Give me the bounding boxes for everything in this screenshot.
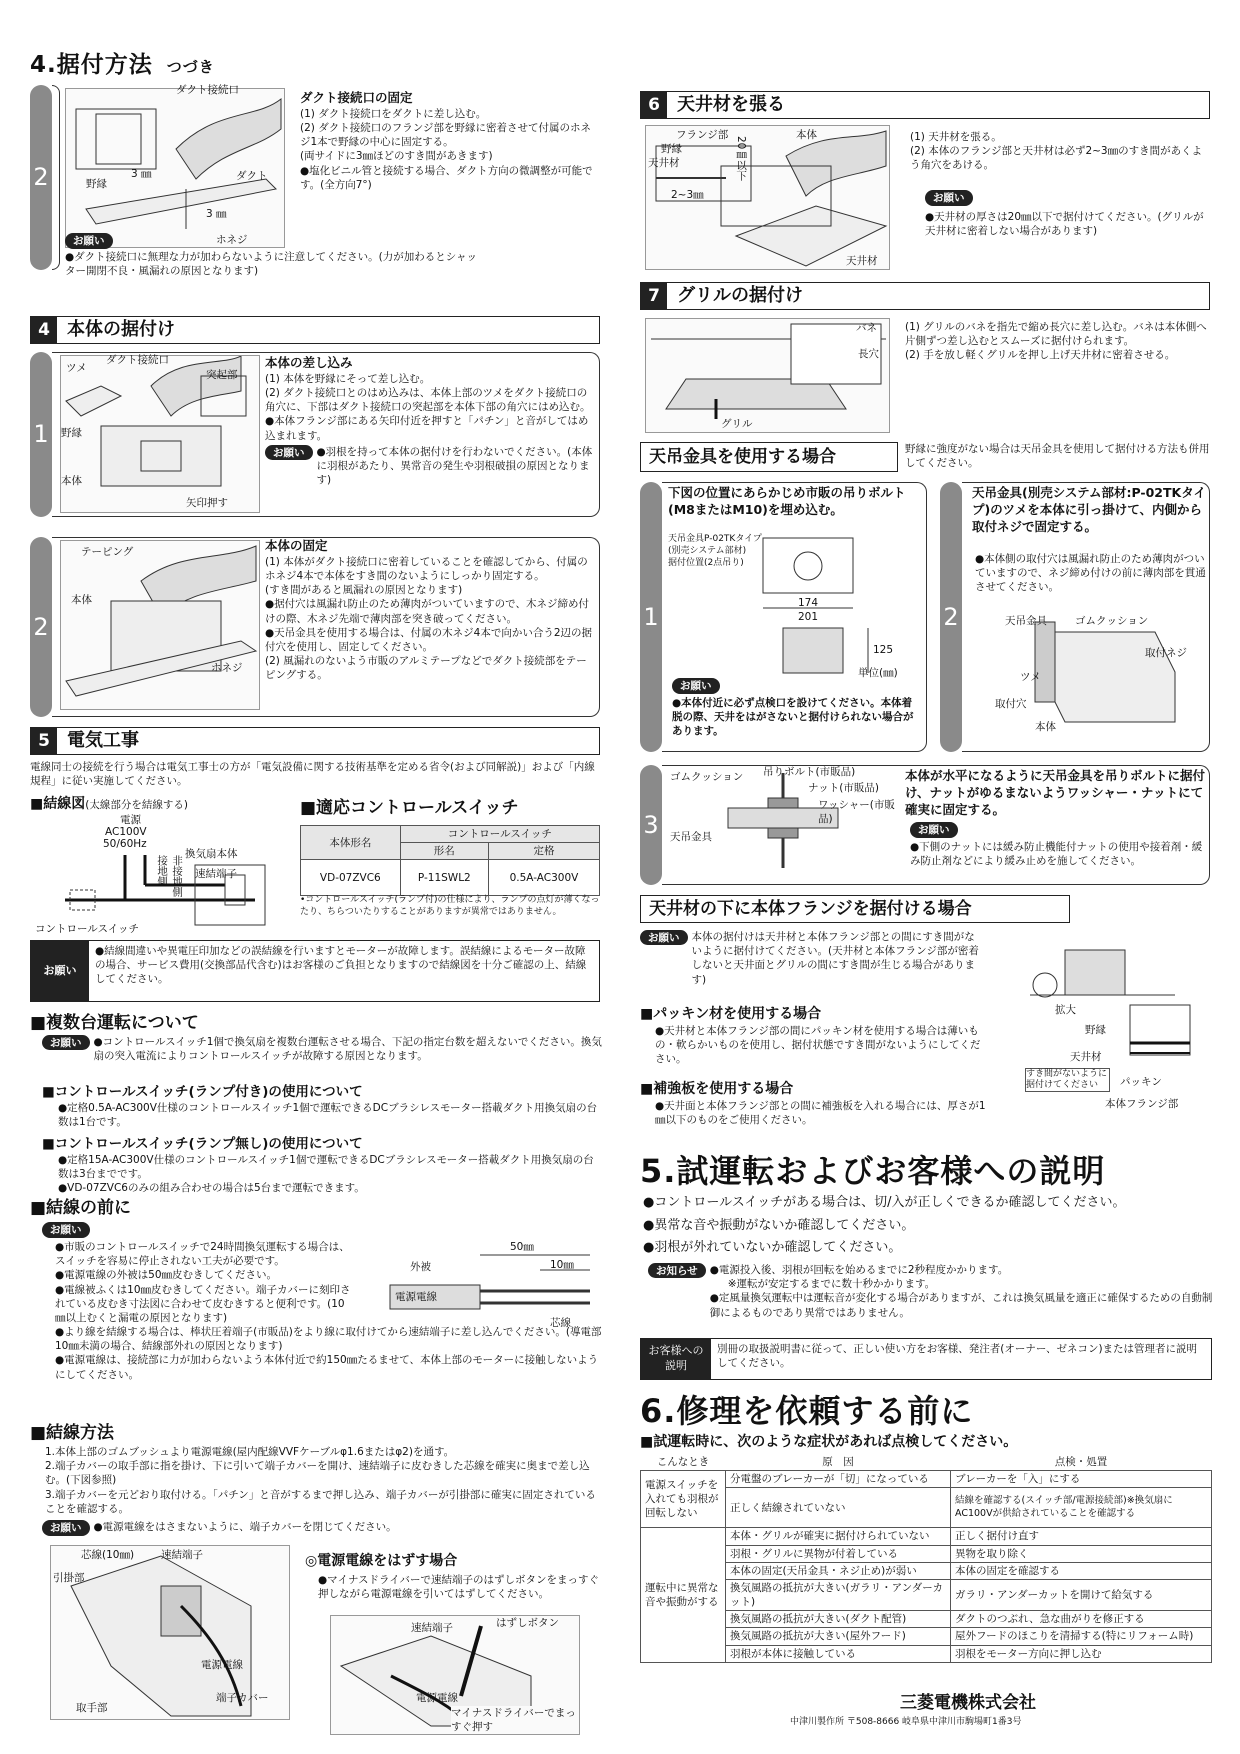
label-20mm: 20㎜以下 [735,136,748,181]
table-header: コントロールスイッチ [400,826,599,843]
table-cell: 運転中に異常な音や振動がする [641,1528,726,1662]
lamp-off-title: ■コントロールスイッチ(ランプ無し)の使用について [42,1136,363,1152]
table-cell: 本体の固定(天吊金具・ネジ止め)が弱い [726,1562,951,1579]
method-onegai-text: ●電源電線をはさまないように、端子カバーを閉じてください。 [93,1521,397,1533]
table-cell: 換気風路の抵抗が大きい(屋外フード) [726,1628,951,1645]
lamp-off-item: ●VD-07ZVC6のみの組み合わせの場合は5台まで運転できます。 [58,1182,365,1195]
hang-step2-note: ●本体側の取付穴は風漏れ防止のため薄肉がついていますので、ネジ締め付けの前に薄肉部を貫通させてください。 [975,553,1206,594]
label-ceiling: 天井材 [1070,1051,1102,1063]
duct-fix-steps [300,107,600,192]
duct-fix-heading: ダクト接続口の固定 [300,90,413,105]
step-number: 2 [30,537,52,717]
onegai-badge: お願い [65,233,113,249]
hanging-header: 天吊金具を使用する場合 [640,442,898,472]
grille-illustration [646,319,891,434]
label-125: 125 [873,644,894,656]
hang-step2-text: 天吊金具(別売システム部材:P-02TKタイプ)のツメを本体に引っ掛けて、内側から取付ネジで固定する。 [972,485,1206,534]
table-row [641,1628,1212,1645]
multi-title: ■複数台運転について [30,1013,199,1033]
label-system-part: (別売システム部材) [668,546,747,556]
label-duct-port: ダクト接続口 [176,84,239,96]
multi-note [42,1035,602,1063]
section-5-header: 5 電気工事 [30,727,600,755]
step-box [52,85,60,270]
multi-note-text: ●コントロールスイッチ1個で換気扇を複数台運転させる場合、下記の指定台数を超えないでください。換気扇の突入電流によりコントロールスイッチが故障する原因となります。 [93,1036,602,1063]
customer-text: 別冊の取扱説明書に従って、正しい使い方をお客様、発注者(オーナー、ゼネコン)または管理者に説明してください。 [717,1343,1198,1370]
table-cell: 羽根をモーター方向に押し込む [951,1645,1212,1662]
company-address: 中津川製作所 〒508-8666 岐阜県中津川市駒場町1番3号 [790,1717,1022,1727]
label-no-gap: すき間がないように据付けてください [1025,1068,1110,1092]
body-insert-text [265,355,595,487]
table-cell: 0.5A-AC300V [488,860,599,896]
label-nut: ナット(市販品) [808,782,879,794]
label-174: 174 [798,597,819,609]
duct-diagram [65,84,285,248]
hang-step3-text: 本体が水平になるように天吊金具を吊りボルトに据付け、ナットがゆるまないようワッシャー・ナットにて確実に固定する。 [905,768,1206,817]
label-3mm-b: 3 ㎜ [206,208,227,220]
label-body: 本体 [61,475,82,487]
hang-step3-note: ●下側のナットには緩み防止機能付ナットの使用や接着剤・緩み防止剤などにより緩み止めを施してください。 [910,841,1203,868]
label-slot: 長穴 [858,348,879,360]
body-fix-step: (すき間があると風漏れの原因となります) [265,584,463,597]
body-insert-steps [265,372,595,443]
label-screwdriver: マイナスドライバーでまっすぐ押す [451,1707,576,1734]
strip-diagram [380,1240,600,1335]
label-grounded: 接地側 [156,855,169,887]
before-title: ■結線の前に [30,1198,132,1218]
before-item: ●電源電線は、接続部に力が加わらないよう本体付近で約150㎜たるませて、本体上部のモーターに接触しないようにしてください。 [55,1354,599,1381]
method-onegai [42,1520,397,1536]
label-spring: バネ [856,322,877,334]
table-cell: ガラリ・アンダーカットを開けて給気する [951,1579,1212,1610]
body-insert-step: ●本体フランジ部にある矢印付近を押すと「パチン」と音がしてはめ込まれます。 [265,415,589,442]
hanging-note: 野縁に強度がない場合は天吊金具を使用して据付ける方法も併用してください。 [905,443,1210,470]
label-noen: 野縁 [61,427,82,439]
label-flange: フランジ部 [676,129,729,141]
section-4-header: 4 本体の据付け [30,316,600,344]
method-item: 2.端子カバーの取手部に指を掛け、下に引いて端子カバーを開け、速結端子に皮むきした芯線を確実に奥まで差し込む。(下図参照) [45,1460,590,1487]
table-row [641,1528,1212,1545]
label-terminal: 速結端子 [411,1622,453,1634]
duct-note: ●ダクト接続口に無理な力が加わらないように注意してください。(力が加わるとシャッター開閉不良・風漏れの原因となります) [65,251,478,278]
hang-step3-diagram [668,768,898,878]
body-fix-text [265,538,595,682]
label-noen: 野縁 [1085,1024,1106,1036]
flange-diagram [1025,925,1215,1115]
label-packing: パッキン [1120,1076,1162,1088]
repair-intro: ■試運転時に、次のような症状があれば点検してください。 [640,1434,1018,1450]
ceiling-steps [910,130,1210,173]
ceiling-diagram [645,125,890,270]
test-run-notice [648,1263,1213,1320]
body-fix-diagram [60,540,260,710]
body-insert-heading: 本体の差し込み [265,355,353,370]
notice-list [710,1263,1213,1320]
label-freq: 50/60Hz [103,838,147,850]
notice-item: ●電源投入後、羽根が回転を始めるまでに2秒程度かかります。 [709,1264,1009,1276]
duct-fix-step: (1) ダクト接続口をダクトに差し込む。 [300,107,487,120]
wiring-diagram [35,814,295,935]
wiring-warning [30,940,600,1002]
table-cell: 正しく結線されていない [726,1488,951,1528]
table-cell: VD-07ZVC6 [301,860,401,896]
notice-item: ●定風量換気運転中は運転音が変化する場合がありますが、これは換気風量を適正に確保するための自動制御によるものであり異常ではありません。 [709,1292,1213,1319]
lamp-on-title: ■コントロールスイッチ(ランプ付き)の使用について [42,1084,363,1100]
table-cell: ブレーカーを「入」にする [951,1471,1212,1488]
onegai-badge: お願い [42,1035,90,1050]
label-tsume: ツメ [66,362,87,374]
table-cell: 屋外フードのほこりを清掃する(特にリフォーム時) [951,1628,1212,1645]
label-rubber-cushion: ゴムクッション [670,771,744,783]
duct-fix-step: (2) ダクト接続口のフランジ部を野縁に密着させて付属のホネジ1本で野縁の中心に固定する。 [300,122,591,149]
wiring-title: ■結線図(太線部分を結線する) [30,796,188,812]
table-header: 形名 [400,843,488,860]
label-terminal: 速結端子 [195,868,237,880]
label-terminal: 速結端子 [161,1549,203,1561]
remove-title: ◎電源電線をはずす場合 [305,1553,458,1569]
label-washer: ワッシャー(市販品) [818,799,895,826]
table-cell: 結線を確認する(スイッチ部/電源接続部)※換気扇にAC100Vが供給されていることを確認する [951,1488,1212,1528]
grille-diagram [645,318,890,433]
onegai-badge: お願い [42,1222,90,1238]
step-number: 2 [30,85,52,270]
grille-step: (1) グリルのバネを指先で縮め長穴に差し込む。バネは本体側へ片側ずつ差し込むとスムーズに据付けられます。 [905,321,1207,348]
label-taping: テーピング [81,546,134,558]
label-control-switch: コントロールスイッチ [35,923,140,935]
label-sheath: 外被 [410,1261,431,1273]
table-cell: 本体・グリルが確実に据付けられていない [726,1528,951,1545]
hang-step1-diagram [668,528,923,678]
label-10mm: 10㎜ [550,1259,574,1271]
body-insert-note [265,445,595,488]
label-duct-port: ダクト接続口 [106,354,169,366]
label-body: 本体 [796,129,817,141]
customer-label: お客様への説明 [641,1339,711,1379]
label-core-10mm: 芯線(10㎜) [81,1549,135,1561]
label-grille: グリル [721,418,753,430]
table-row [641,1611,1212,1628]
table-header: 原 因 [822,1456,854,1468]
table-header: 定格 [488,843,599,860]
ceiling-note: ●天井材の厚さは20㎜以下で据付けてください。(グリルが天井材に密着しない場合があります) [925,211,1204,238]
table-header: 点検・処置 [1054,1456,1108,1468]
label-ceiling: 天井材 [648,157,680,169]
table-cell: 電源スイッチを入れても羽根が回転しない [641,1471,726,1528]
duct-fix-step: ●塩化ビニル管と接続する場合、ダクト方向の微調整が可能です。(全方向7°) [300,164,593,191]
label-ceiling-2: 天井材 [846,255,878,267]
body-insert-step: (1) 本体を野縁にそって差し込む。 [265,372,431,385]
hang-step1-text: 下図の位置にあらかじめ市販の吊りボルト(M8またはM10)を埋め込む。 [668,485,906,517]
label-ac100v: AC100V [105,826,147,838]
onegai-badge: お願い [925,190,973,206]
label-mount-screw: 取付ネジ [1145,647,1187,659]
label-bolt: 吊りボルト(市販品) [763,766,856,778]
table-cell: P-11SWL2 [400,860,488,896]
table-row [301,826,600,843]
table-row [641,1471,1212,1488]
duct-fix-text [300,90,600,192]
body-fix-illustration [61,541,261,711]
terminal-diagram [50,1545,290,1720]
ceiling-step: (2) 本体のフランジ部と天井材は必ず2~3㎜のすき間があくよう角穴をあける。 [910,145,1203,172]
lamp-on-text: ●定格0.5A-AC300V仕様のコントロールスイッチ1個で運転できるDCブラシレスモーター搭載ダクト用換気扇の台数は1台です。 [58,1102,598,1129]
before-item: ●電線被ふくは10㎜皮むきしてください。端子カバーに刻印されている皮むき寸法図に合わせて皮むきすると便利です。(10㎜以上むくと漏電の原因となります) [55,1283,351,1324]
warning-label: お願い [31,941,89,1001]
before-item: ●電源電線の外被は50㎜皮むきしてください。 [55,1269,278,1282]
method-title: ■結線方法 [30,1423,115,1443]
s5-intro: 電線同士の接続を行う場合は電気工事士の方が「電気設備に関する技術基準を定める省令(および同解説)」および「内線規程」に従い実施してください。 [30,761,595,788]
label-body: 本体 [1035,721,1056,733]
label-unit: 単位(㎜) [858,667,898,679]
label-noen: 野縁 [86,178,107,190]
method-item: 3.端子カバーを元どおり取付ける。「パチン」と音がするまで押し込み、端子カバーが引掛部に確実に固定されていることを確認する。 [45,1488,596,1515]
hang-step2-illustration [975,612,1205,750]
label-release-button: はずしボタン [496,1617,559,1629]
onegai-badge: お願い [640,930,688,945]
table-cell: 羽根が本体に接触している [726,1645,951,1662]
troubleshoot-table [640,1454,1212,1663]
onegai-badge: お願い [672,678,720,694]
label-bracket: 天吊金具 [1005,615,1047,627]
table-row [641,1579,1212,1610]
label-201: 201 [798,611,819,623]
label-position: 据付位置(2点吊り) [668,558,744,568]
grille-step: (2) 手を放し軽くグリルを押し上げ天井材に密着させる。 [905,349,1176,362]
grille-steps [905,320,1210,363]
step-number: 2 [940,482,962,752]
label-handle: 取手部 [76,1702,108,1714]
test-run-item: ●羽根が外れていないか確認してください。 [643,1240,902,1256]
test-run-item: ●異常な音や振動がないか確認してください。 [643,1217,915,1233]
table-cell: 換気風路の抵抗が大きい(ガラリ・アンダーカット) [726,1579,951,1610]
label-ungrounded: 非接地側 [171,855,184,897]
section-test-run-title: 5.試運転およびお客様への説明 [640,1152,1106,1190]
label-honeji: ホネジ [211,662,243,674]
table-cell: 分電盤のブレーカーが「切」になっている [726,1471,951,1488]
section-repair-title: 6.修理を依頼する前に [640,1392,974,1430]
duct-fix-step: (両サイドに3㎜ほどのすき間があきます) [300,150,493,163]
page-title: 4.据付方法 つづき [30,52,215,78]
label-body-flange: 本体フランジ部 [1105,1098,1179,1110]
board-title: ■補強板を使用する場合 [640,1081,794,1097]
label-p02tk: 天吊金具P-02TKタイプ [668,534,762,544]
label-honeji: ホネジ [216,234,248,246]
label-zoom: 拡大 [1055,1004,1076,1016]
body-fix-step: ●据付穴は風漏れ防止のため薄肉がついていますので、木ネジ締め付けの際、木ネジ先端で薄肉部を突き破ってください。 [265,598,589,625]
label-protrusion: 突起部 [206,369,238,381]
remove-text: ●マイナスドライバーで速結端子のはずしボタンをまっすぐ押しながら電源電線を引いてはずしてください。 [318,1574,600,1601]
warning-text: ●結線間違いや異電圧印加などの誤結線を行いますとモーターが故障します。誤結線によるモーター故障の場合、サービス費用(交換部品代含む)はお客様のご負担となりますので結線図を十分ご確認の上、結線してください。 [95,945,587,986]
test-run-item: ●コントロールスイッチがある場合は、切/入が正しくできるか確認してください。 [643,1195,1126,1210]
table-row [301,860,600,896]
before-item: ●より線を結線する場合は、棒状圧着端子(市販品)をより線に取付けてから速結端子に差し込んでください。(導電部10㎜未満の場合、結線部外れの原因となります) [55,1326,602,1353]
label-3mm-a: 3 ㎜ [131,168,152,180]
table-row [641,1562,1212,1579]
flange-note [640,930,985,987]
method-item: 1.本体上部のゴムブッシュより電源電線(屋内配線VVFケーブルφ1.6またはφ2)を通す。 [45,1446,455,1458]
hang-step2-diagram [975,612,1205,750]
onegai-badge: お願い [42,1520,90,1536]
table-row [641,1645,1212,1662]
before-item: ●市販のコントロールスイッチで24時間換気運転する場合は、スイッチを容易に停止されない工夫が必要です。 [55,1241,350,1268]
cs-table [300,825,600,896]
table-row [641,1488,1212,1528]
section-6-header: 6 天井材を張る [640,91,1210,119]
flange-header: 天井材の下に本体フランジを据付ける場合 [640,895,1070,923]
table-header: 本体形名 [301,826,401,860]
remove-diagram [330,1615,580,1735]
body-fix-step: (1) 本体がダクト接続口に密着していることを確認してから、付属のホネジ4本で本体をすき間のないようにしっかり固定する。 [265,555,588,583]
label-power-wire: 電源電線 [395,1291,437,1303]
label-mount-hole: 取付穴 [995,698,1027,710]
notice-badge: お知らせ [648,1263,706,1278]
ceiling-step: (1) 天井材を張る。 [910,131,1002,143]
customer-box [640,1338,1212,1380]
label-fan-body: 換気扇本体 [185,848,238,860]
flange-note-text: 本体の据付けは天井材と本体フランジ部との間にすき間がないように据付けてください。(天井材と本体フランジ部が密着しないと天井面とグリルの間にすき間が生じる場合があります) [691,931,979,986]
table-cell: 本体の固定を確認する [951,1562,1212,1579]
label-50mm: 50㎜ [510,1241,534,1253]
table-cell: ダクトのつぶれ、急な曲がりを修正する [951,1611,1212,1628]
label-arrow-push: 矢印押す [186,497,228,509]
step-number: 3 [640,765,662,885]
label-tsume: ツメ [1020,671,1041,683]
table-row [641,1454,1212,1471]
lamp-off-item: ●定格15A-AC300V仕様のコントロールスイッチ1個で運転できるDCブラシレスモーター搭載ダクト用換気扇の台数は3台までです。 [58,1154,594,1181]
label-body: 本体 [71,594,92,606]
label-core: 芯線 [550,1317,571,1329]
method-list [45,1445,600,1516]
label-power: 電源 [120,814,141,826]
body-insert-diagram [60,355,260,513]
packing-text: ●天井材と本体フランジ部の間にパッキン材を使用する場合は薄いもの・軟らかいものを使用し、据付状態ですき間がないようにしてください。 [655,1025,981,1066]
label-terminal-cover: 端子カバー [216,1692,269,1704]
hang-step1-note: ●本体付近に必ず点検口を設けてください。本体着脱の際、天井をはがさないと据付けられない場合があります。 [672,697,914,738]
table-header: こんなとき [656,1456,710,1468]
body-fix-steps [265,555,595,683]
packing-title: ■パッキン材を使用する場合 [640,1006,822,1022]
label-rubber-cushion: ゴムクッション [1075,615,1149,627]
company-name: 三菱電機株式会社 [900,1693,1036,1713]
label-duct: ダクト [236,170,268,182]
body-insert-step: (2) ダクト接続口とのはめ込みは、本体上部のツメをダクト接続口の角穴に、下部はダクト接続口の突起部を本体下部の角穴にはめ込む。 [265,387,591,414]
step-number: 1 [640,482,662,752]
cs-title: ■適応コントロールスイッチ [300,798,519,818]
onegai-badge: お願い [265,445,313,460]
label-power-wire: 電源電線 [416,1692,458,1704]
section-7-header: 7 グリルの据付け [640,282,1210,310]
notice-item: ※運転が安定するまでに数十秒かかります。 [727,1278,936,1291]
table-row [641,1545,1212,1562]
body-fix-heading: 本体の固定 [265,538,328,553]
cs-table-note: •コントロールスイッチ(ランプ付)の仕様により、ランプの点灯が薄くなったり、ちらついたりすることがありますが異常ではありません。 [300,895,600,917]
table-cell: 正しく据付け直す [951,1528,1212,1545]
table-cell: 羽根・グリルに異物が付着している [726,1545,951,1562]
onegai-badge: お願い [910,822,958,838]
test-run-list [643,1194,1213,1257]
body-fix-step: ●天吊金具を使用する場合は、付属の木ネジ4本で向かい合う2辺の据付穴を使用し、固定してください。 [265,626,593,653]
board-text: ●天井面と本体フランジ部との間に補強板を入れる場合には、厚さが1㎜以下のものをご使用ください。 [655,1100,986,1127]
table-cell: 異物を取り除く [951,1545,1212,1562]
label-bracket: 天吊金具 [670,831,712,843]
body-fix-step: (2) 風漏れのないよう市販のアルミテープなどでダクト接続部をテーピングする。 [265,655,587,682]
label-power-wire: 電源電線 [201,1659,243,1671]
table-cell: 換気風路の抵抗が大きい(ダクト配管) [726,1611,951,1628]
step-number: 1 [30,352,52,517]
lamp-off-text [58,1153,598,1196]
label-hook: 引掛部 [53,1572,85,1584]
label-2-3mm: 2~3㎜ [671,189,704,201]
label-noen: 野縁 [661,143,682,155]
body-insert-note-text: ●羽根を持って本体の据付けを行わないでください。(本体に羽根があたり、異常音の発生や羽根破損の原因となります) [316,445,593,487]
